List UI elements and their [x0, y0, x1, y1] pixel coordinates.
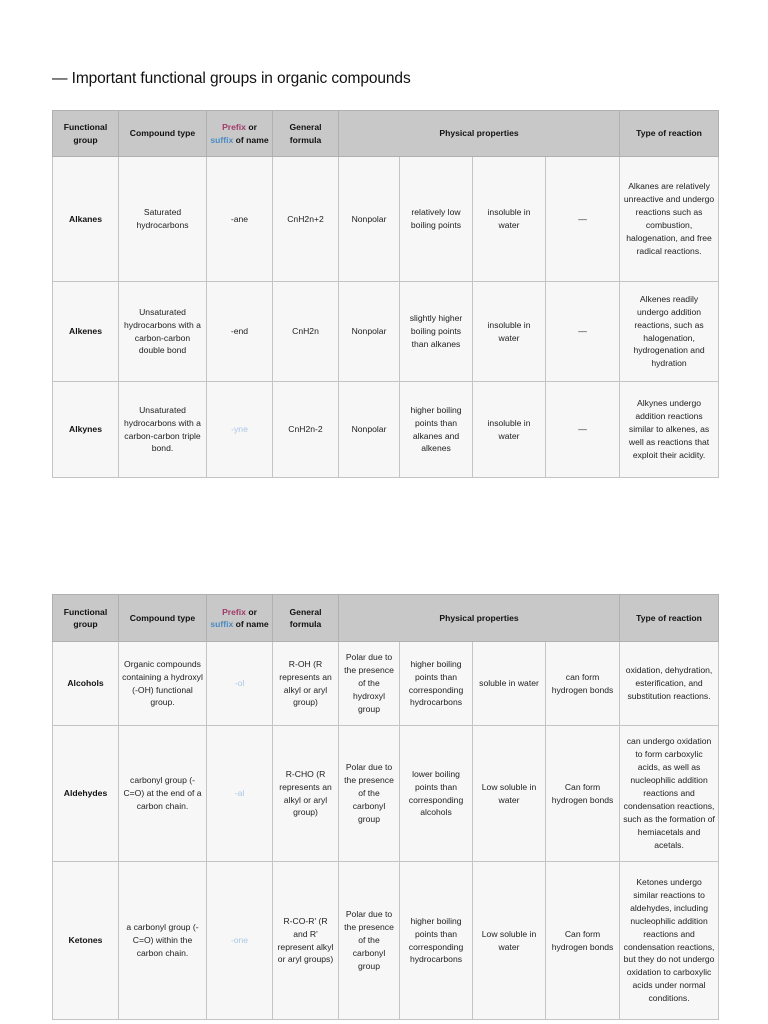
polarity-cell: Nonpolar: [339, 157, 400, 282]
reaction-cell: Ketones undergo similar reactions to aldehydes, including nucleophilic addition reactions and condensation reactions, but they do not undergo oxidation to carboxylic acids under normal conditions.: [620, 862, 719, 1020]
header-prefix-suffix: [207, 111, 273, 157]
reaction-cell: can undergo oxidation to form carboxylic acids, as well as nucleophilic addition reactions and condensation reactions, such as the formation of hemiacetals and acetals.: [620, 726, 719, 862]
compound-type-cell: carbonyl group (-C=O) at the end of a carbon chain.: [119, 726, 207, 862]
reaction-cell: Alkanes are relatively unreactive and undergo reactions such as combustion, halogenation, and free radical reactions.: [620, 157, 719, 282]
compound-type-cell: Organic compounds containing a hydroxyl (-OH) functional group.: [119, 642, 207, 726]
formula-cell: CnH2n+2: [273, 157, 339, 282]
reaction-cell: Alkenes readily undergo addition reactions, such as halogenation, hydrogenation and hydration: [620, 282, 719, 382]
extra-property-cell: —: [546, 382, 620, 478]
header-suffix-word: suffix: [210, 134, 234, 145]
suffix-cell: -ol: [207, 642, 273, 726]
header-compound-type: Compound type: [119, 111, 207, 157]
header-prefix-word: Prefix: [222, 606, 246, 617]
header-type-of-reaction: Type of reaction: [620, 111, 719, 157]
header-prefix-word: Prefix: [222, 122, 246, 133]
extra-property-cell: Can form hydrogen bonds: [546, 726, 620, 862]
functional-group-cell: Alkenes: [53, 282, 119, 382]
extra-property-cell: can form hydrogen bonds: [546, 642, 620, 726]
header-of-name-words: of name: [233, 619, 269, 629]
boiling-point-cell: relatively low boiling points: [400, 157, 473, 282]
reaction-cell: oxidation, dehydration, esterification, and substitution reactions.: [620, 642, 719, 726]
extra-property-cell: —: [546, 282, 620, 382]
table-row: [53, 382, 719, 478]
functional-group-cell: Aldehydes: [53, 726, 119, 862]
polarity-cell: Polar due to the presence of the carbonyl group: [339, 862, 400, 1020]
boiling-point-cell: higher boiling points than corresponding hydrocarbons: [400, 642, 473, 726]
header-functional-group: Functional group: [53, 595, 119, 642]
compound-type-cell: a carbonyl group (-C=O) within the carbon chain.: [119, 862, 207, 1020]
header-general-formula: General formula: [273, 595, 339, 642]
solubility-cell: Low soluble in water: [473, 862, 546, 1020]
table-row: [53, 157, 719, 282]
compound-type-cell: Unsaturated hydrocarbons with a carbon-carbon triple bond.: [119, 382, 207, 478]
formula-cell: R-OH (R represents an alkyl or aryl group): [273, 642, 339, 726]
formula-cell: CnH2n-2: [273, 382, 339, 478]
boiling-point-cell: lower boiling points than corresponding alcohols: [400, 726, 473, 862]
compound-type-cell: Unsaturated hydrocarbons with a carbon-carbon double bond: [119, 282, 207, 382]
header-or-word: or: [245, 122, 257, 133]
boiling-point-cell: slightly higher boiling points than alkanes: [400, 282, 473, 382]
compound-type-cell: Saturated hydrocarbons: [119, 157, 207, 282]
solubility-cell: insoluble in water: [473, 282, 546, 382]
header-compound-type: Compound type: [119, 595, 207, 642]
boiling-point-cell: higher boiling points than alkanes and alkenes: [400, 382, 473, 478]
formula-cell: R-CHO (R represents an alkyl or aryl group): [273, 726, 339, 862]
header-general-formula: General formula: [273, 111, 339, 157]
solubility-cell: insoluble in water: [473, 382, 546, 478]
header-prefix-suffix: [207, 595, 273, 642]
header-or-word: or: [245, 606, 257, 617]
formula-cell: CnH2n: [273, 282, 339, 382]
header-of-name-words: of name: [233, 134, 269, 145]
suffix-cell: -one: [207, 862, 273, 1020]
polarity-cell: Polar due to the presence of the carbonyl group: [339, 726, 400, 862]
table-row: [53, 862, 719, 1020]
solubility-cell: soluble in water: [473, 642, 546, 726]
functional-groups-table-1: [52, 110, 719, 478]
header-functional-group: Functional group: [53, 111, 119, 157]
polarity-cell: Nonpolar: [339, 282, 400, 382]
functional-group-cell: Alkanes: [53, 157, 119, 282]
solubility-cell: Low soluble in water: [473, 726, 546, 862]
functional-group-cell: Alkynes: [53, 382, 119, 478]
functional-group-cell: Ketones: [53, 862, 119, 1020]
polarity-cell: Nonpolar: [339, 382, 400, 478]
header-type-of-reaction: Type of reaction: [620, 595, 719, 642]
suffix-cell: -end: [207, 282, 273, 382]
boiling-point-cell: higher boiling points than corresponding hydrocarbons: [400, 862, 473, 1020]
polarity-cell: Polar due to the presence of the hydroxyl group: [339, 642, 400, 726]
table-row: [53, 642, 719, 726]
solubility-cell: insoluble in water: [473, 157, 546, 282]
formula-cell: R-CO-R' (R and R' represent alkyl or aryl groups): [273, 862, 339, 1020]
header-suffix-word: suffix: [210, 619, 234, 629]
extra-property-cell: —: [546, 157, 620, 282]
table-row: [53, 282, 719, 382]
reaction-cell: Alkynes undergo addition reactions similar to alkenes, as well as reactions that exploit their acidity.: [620, 382, 719, 478]
suffix-cell: -ane: [207, 157, 273, 282]
table-row: [53, 726, 719, 862]
suffix-cell: -yne: [207, 382, 273, 478]
page-title: — Important functional groups in organic compounds: [52, 70, 411, 87]
suffix-cell: -al: [207, 726, 273, 862]
header-physical-properties: Physical properties: [339, 595, 620, 642]
functional-group-cell: Alcohols: [53, 642, 119, 726]
header-physical-properties: Physical properties: [339, 111, 620, 157]
extra-property-cell: Can form hydrogen bonds: [546, 862, 620, 1020]
functional-groups-table-2: [52, 594, 719, 1020]
